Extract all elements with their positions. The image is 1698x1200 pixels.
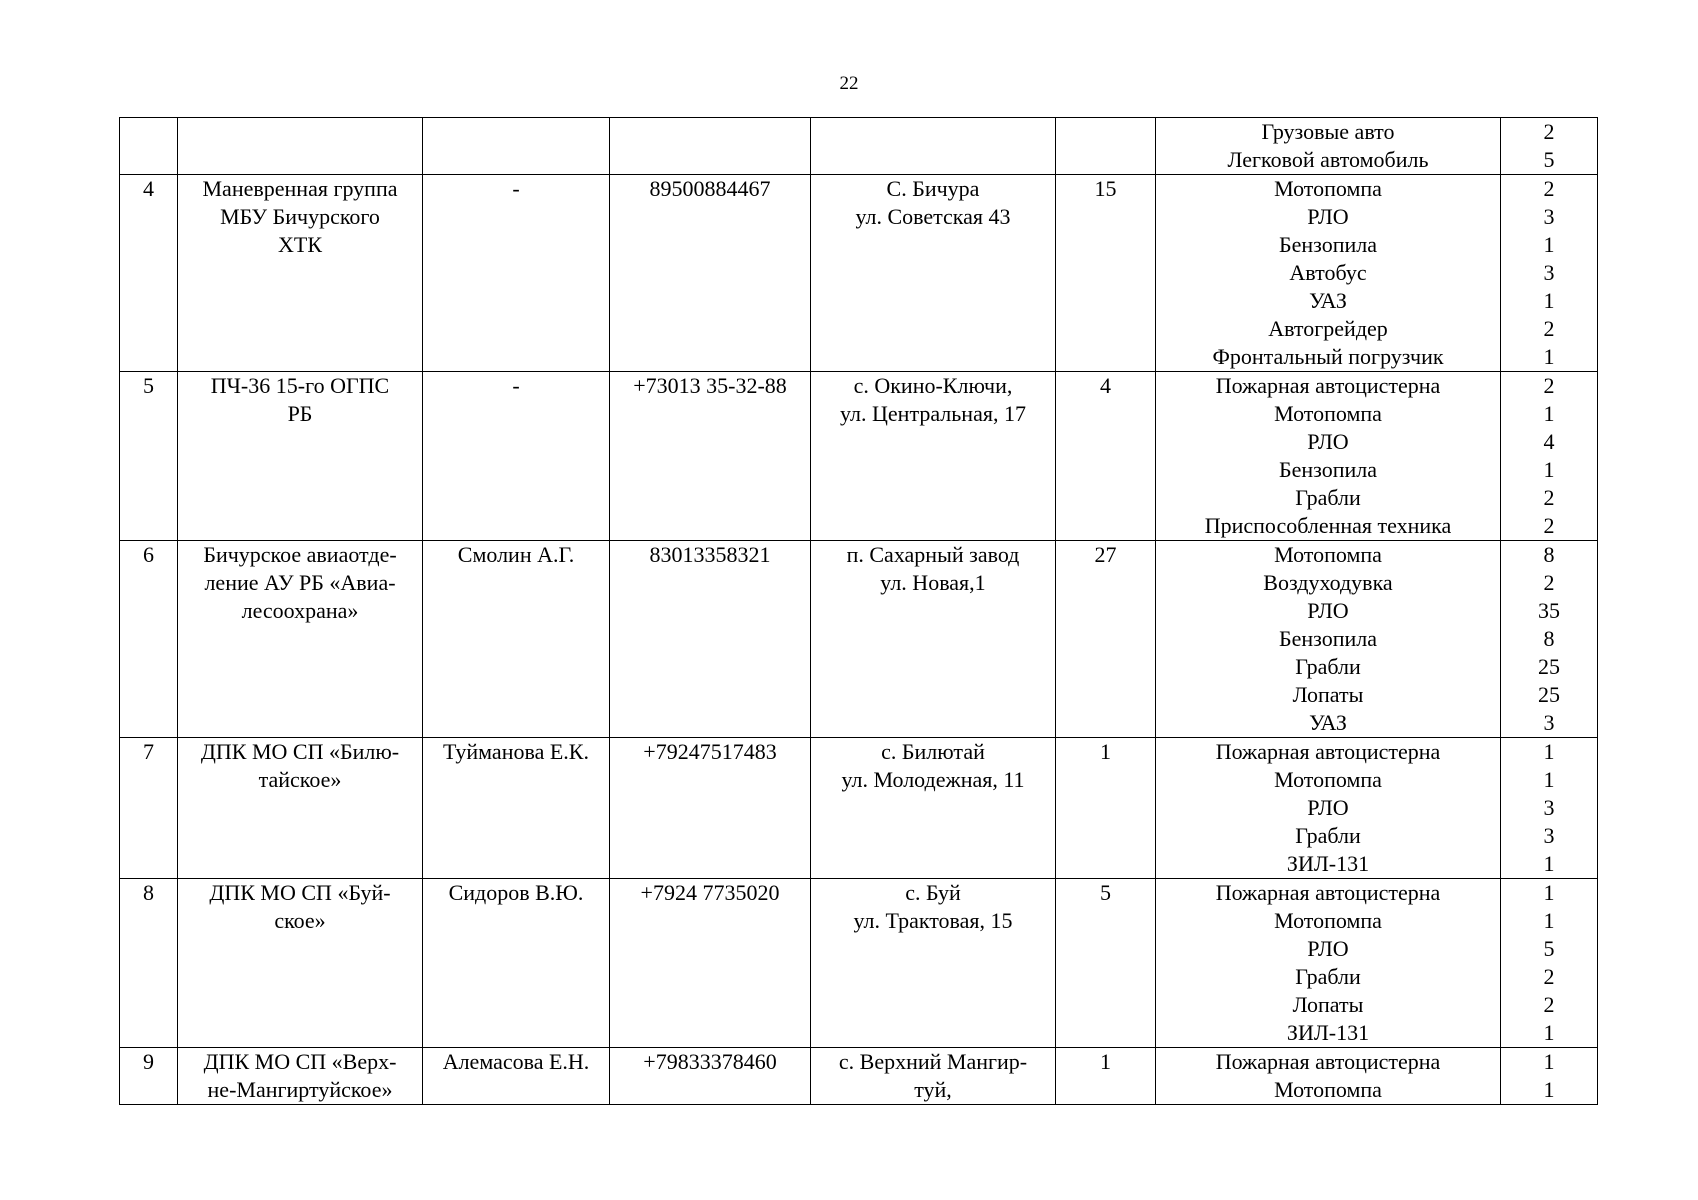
staff-count-cell <box>1056 175 1156 372</box>
phone-number-cell <box>610 738 811 879</box>
row-number: 7 <box>143 739 154 764</box>
head-name: Туйманова Е.К. <box>443 739 589 764</box>
equipment-quantity: 5 <box>1543 147 1555 172</box>
address-cell <box>811 175 1056 372</box>
quantity-cell <box>1501 372 1598 541</box>
equipment-quantity: 1 <box>1543 880 1555 905</box>
equipment-item: Пожарная автоцистерна <box>1215 739 1441 764</box>
organization-name-cell <box>178 372 423 541</box>
quantity-cell <box>1501 879 1598 1048</box>
equipment-quantity: 3 <box>1543 823 1555 848</box>
row-number-cell <box>120 118 178 175</box>
equipment-item: Мотопомпа <box>1274 908 1382 933</box>
equipment-quantity: 25 <box>1538 682 1560 707</box>
equipment-quantity: 3 <box>1543 260 1555 285</box>
organization-name: Маневренная группа МБУ Бичурского ХТК <box>202 176 398 257</box>
equipment-item: Грабли <box>1295 823 1361 848</box>
phone-number-cell <box>610 372 811 541</box>
organization-name-cell <box>178 738 423 879</box>
equipment-quantity: 2 <box>1543 373 1555 398</box>
equipment-cell <box>1156 541 1501 738</box>
phone-number: +73013 35-32-88 <box>633 373 787 398</box>
equipment-quantity: 1 <box>1543 851 1555 876</box>
equipment-cell <box>1156 118 1501 175</box>
resources-table <box>119 117 1598 1105</box>
row-number: 4 <box>143 176 154 201</box>
equipment-cell <box>1156 738 1501 879</box>
table-row <box>120 175 1598 372</box>
equipment-item: ЗИЛ-131 <box>1286 851 1370 876</box>
row-number-cell <box>120 541 178 738</box>
equipment-quantity: 2 <box>1543 570 1555 595</box>
head-name-cell <box>423 1048 610 1105</box>
phone-number: +79833378460 <box>643 1049 777 1074</box>
equipment-quantity: 3 <box>1543 710 1555 735</box>
equipment-item: Мотопомпа <box>1274 1077 1382 1102</box>
organization-name: ДПК МО СП «Билю- тайское» <box>200 739 400 792</box>
phone-number: 89500884467 <box>649 176 771 201</box>
head-name-cell <box>423 541 610 738</box>
phone-number: 83013358321 <box>649 542 771 567</box>
equipment-item: Автобус <box>1289 260 1367 285</box>
equipment-item: РЛО <box>1307 429 1349 454</box>
phone-number-cell <box>610 879 811 1048</box>
equipment-quantity: 1 <box>1543 288 1555 313</box>
equipment-quantity: 2 <box>1543 119 1555 144</box>
table-row <box>120 879 1598 1048</box>
equipment-item: РЛО <box>1307 795 1349 820</box>
address: с. Билютай ул. Молодежная, 11 <box>841 739 1025 792</box>
organization-name-cell <box>178 1048 423 1105</box>
row-number-cell <box>120 372 178 541</box>
phone-number-cell <box>610 175 811 372</box>
table-row <box>120 738 1598 879</box>
equipment-item: ЗИЛ-131 <box>1286 1020 1370 1045</box>
table-row <box>120 541 1598 738</box>
staff-count: 15 <box>1094 176 1117 201</box>
equipment-quantity: 1 <box>1543 1049 1555 1074</box>
head-name: - <box>512 373 520 398</box>
staff-count: 1 <box>1100 739 1111 764</box>
equipment-item: Мотопомпа <box>1274 542 1382 567</box>
equipment-item: Бензопила <box>1278 626 1378 651</box>
staff-count-cell <box>1056 1048 1156 1105</box>
equipment-item: Пожарная автоцистерна <box>1215 373 1441 398</box>
address-cell <box>811 738 1056 879</box>
equipment-item: Пожарная автоцистерна <box>1215 880 1441 905</box>
equipment-quantity: 3 <box>1543 204 1555 229</box>
equipment-quantity: 8 <box>1543 542 1555 567</box>
row-number-cell <box>120 1048 178 1105</box>
equipment-quantity: 1 <box>1543 457 1555 482</box>
head-name: Смолин А.Г. <box>457 542 575 567</box>
equipment-item: Воздуходувка <box>1263 570 1393 595</box>
equipment-item: Пожарная автоцистерна <box>1215 1049 1441 1074</box>
head-name-cell <box>423 372 610 541</box>
equipment-item: Легковой автомобиль <box>1227 147 1429 172</box>
row-number: 8 <box>143 880 154 905</box>
equipment-quantity: 1 <box>1543 401 1555 426</box>
equipment-item: Лопаты <box>1292 682 1364 707</box>
address-cell <box>811 1048 1056 1105</box>
table-row <box>120 1048 1598 1105</box>
organization-name-cell <box>178 879 423 1048</box>
address-cell <box>811 372 1056 541</box>
equipment-quantity: 1 <box>1543 767 1555 792</box>
table-row <box>120 118 1598 175</box>
equipment-quantity: 1 <box>1543 1020 1555 1045</box>
address-cell <box>811 541 1056 738</box>
row-number-cell <box>120 175 178 372</box>
equipment-item: РЛО <box>1307 204 1349 229</box>
equipment-item: РЛО <box>1307 598 1349 623</box>
equipment-quantity: 1 <box>1543 908 1555 933</box>
address: с. Окино-Ключи, ул. Центральная, 17 <box>840 373 1026 426</box>
address: с. Верхний Мангир- туй, <box>838 1049 1028 1102</box>
organization-name-cell <box>178 541 423 738</box>
head-name-cell <box>423 879 610 1048</box>
phone-number: +7924 7735020 <box>640 880 780 905</box>
equipment-quantity: 2 <box>1543 485 1555 510</box>
equipment-cell <box>1156 879 1501 1048</box>
quantity-cell <box>1501 541 1598 738</box>
address: С. Бичура ул. Советская 43 <box>855 176 1011 229</box>
equipment-item: Грабли <box>1295 964 1361 989</box>
quantity-cell <box>1501 118 1598 175</box>
equipment-item: Грузовые авто <box>1261 119 1395 144</box>
table-row <box>120 372 1598 541</box>
equipment-quantity: 1 <box>1543 1077 1555 1102</box>
equipment-quantity: 1 <box>1543 344 1555 369</box>
equipment-quantity: 2 <box>1543 992 1555 1017</box>
row-number: 6 <box>143 542 154 567</box>
staff-count-cell <box>1056 372 1156 541</box>
phone-number: +79247517483 <box>643 739 777 764</box>
head-name-cell <box>423 175 610 372</box>
address: с. Буй ул. Трактовая, 15 <box>853 880 1013 933</box>
organization-name: ДПК МО СП «Верх- не-Мангиртуйское» <box>203 1049 397 1102</box>
staff-count: 4 <box>1100 373 1111 398</box>
equipment-quantity: 25 <box>1538 654 1560 679</box>
equipment-item: Грабли <box>1295 485 1361 510</box>
staff-count: 1 <box>1100 1049 1111 1074</box>
organization-name-cell <box>178 118 423 175</box>
equipment-quantity: 2 <box>1543 964 1555 989</box>
equipment-item: Приспособленная техника <box>1204 513 1452 538</box>
address-cell <box>811 879 1056 1048</box>
row-number-cell <box>120 738 178 879</box>
phone-number-cell <box>610 118 811 175</box>
quantity-cell <box>1501 1048 1598 1105</box>
staff-count-cell <box>1056 879 1156 1048</box>
phone-number-cell <box>610 541 811 738</box>
equipment-item: РЛО <box>1307 936 1349 961</box>
staff-count-cell <box>1056 118 1156 175</box>
staff-count-cell <box>1056 541 1156 738</box>
equipment-quantity: 2 <box>1543 513 1555 538</box>
equipment-item: Мотопомпа <box>1274 176 1382 201</box>
head-name-cell <box>423 738 610 879</box>
equipment-item: Бензопила <box>1278 457 1378 482</box>
quantity-cell <box>1501 738 1598 879</box>
organization-name-cell <box>178 175 423 372</box>
organization-name: ДПК МО СП «Буй- ское» <box>209 880 391 933</box>
equipment-item: Автогрейдер <box>1268 316 1388 341</box>
organization-name: Бичурское авиаотде- ление АУ РБ «Авиа- лесоохрана» <box>203 542 397 623</box>
equipment-quantity: 1 <box>1543 739 1555 764</box>
head-name-cell <box>423 118 610 175</box>
equipment-quantity: 2 <box>1543 316 1555 341</box>
equipment-item: Мотопомпа <box>1274 767 1382 792</box>
equipment-item: УАЗ <box>1309 288 1347 313</box>
page-number: 22 <box>839 73 859 94</box>
equipment-quantity: 3 <box>1543 795 1555 820</box>
staff-count: 27 <box>1094 542 1117 567</box>
equipment-quantity: 5 <box>1543 936 1555 961</box>
address-cell <box>811 118 1056 175</box>
staff-count: 5 <box>1100 880 1111 905</box>
phone-number-cell <box>610 1048 811 1105</box>
row-number: 9 <box>143 1049 154 1074</box>
head-name: Алемасова Е.Н. <box>442 1049 590 1074</box>
equipment-item: Лопаты <box>1292 992 1364 1017</box>
equipment-quantity: 35 <box>1538 598 1560 623</box>
organization-name: ПЧ-36 15-го ОГПС РБ <box>210 373 390 426</box>
equipment-cell <box>1156 175 1501 372</box>
address: п. Сахарный завод ул. Новая,1 <box>846 542 1020 595</box>
row-number-cell <box>120 879 178 1048</box>
equipment-item: УАЗ <box>1309 710 1347 735</box>
equipment-item: Грабли <box>1295 654 1361 679</box>
row-number: 5 <box>143 373 154 398</box>
equipment-item: Мотопомпа <box>1274 401 1382 426</box>
equipment-cell <box>1156 1048 1501 1105</box>
head-name: Сидоров В.Ю. <box>448 880 584 905</box>
equipment-quantity: 4 <box>1543 429 1555 454</box>
head-name: - <box>512 176 520 201</box>
staff-count-cell <box>1056 738 1156 879</box>
quantity-cell <box>1501 175 1598 372</box>
equipment-quantity: 2 <box>1543 176 1555 201</box>
equipment-item: Бензопила <box>1278 232 1378 257</box>
equipment-item: Фронтальный погрузчик <box>1212 344 1444 369</box>
equipment-quantity: 8 <box>1543 626 1555 651</box>
equipment-quantity: 1 <box>1543 232 1555 257</box>
equipment-cell <box>1156 372 1501 541</box>
table-body <box>120 118 1598 1105</box>
